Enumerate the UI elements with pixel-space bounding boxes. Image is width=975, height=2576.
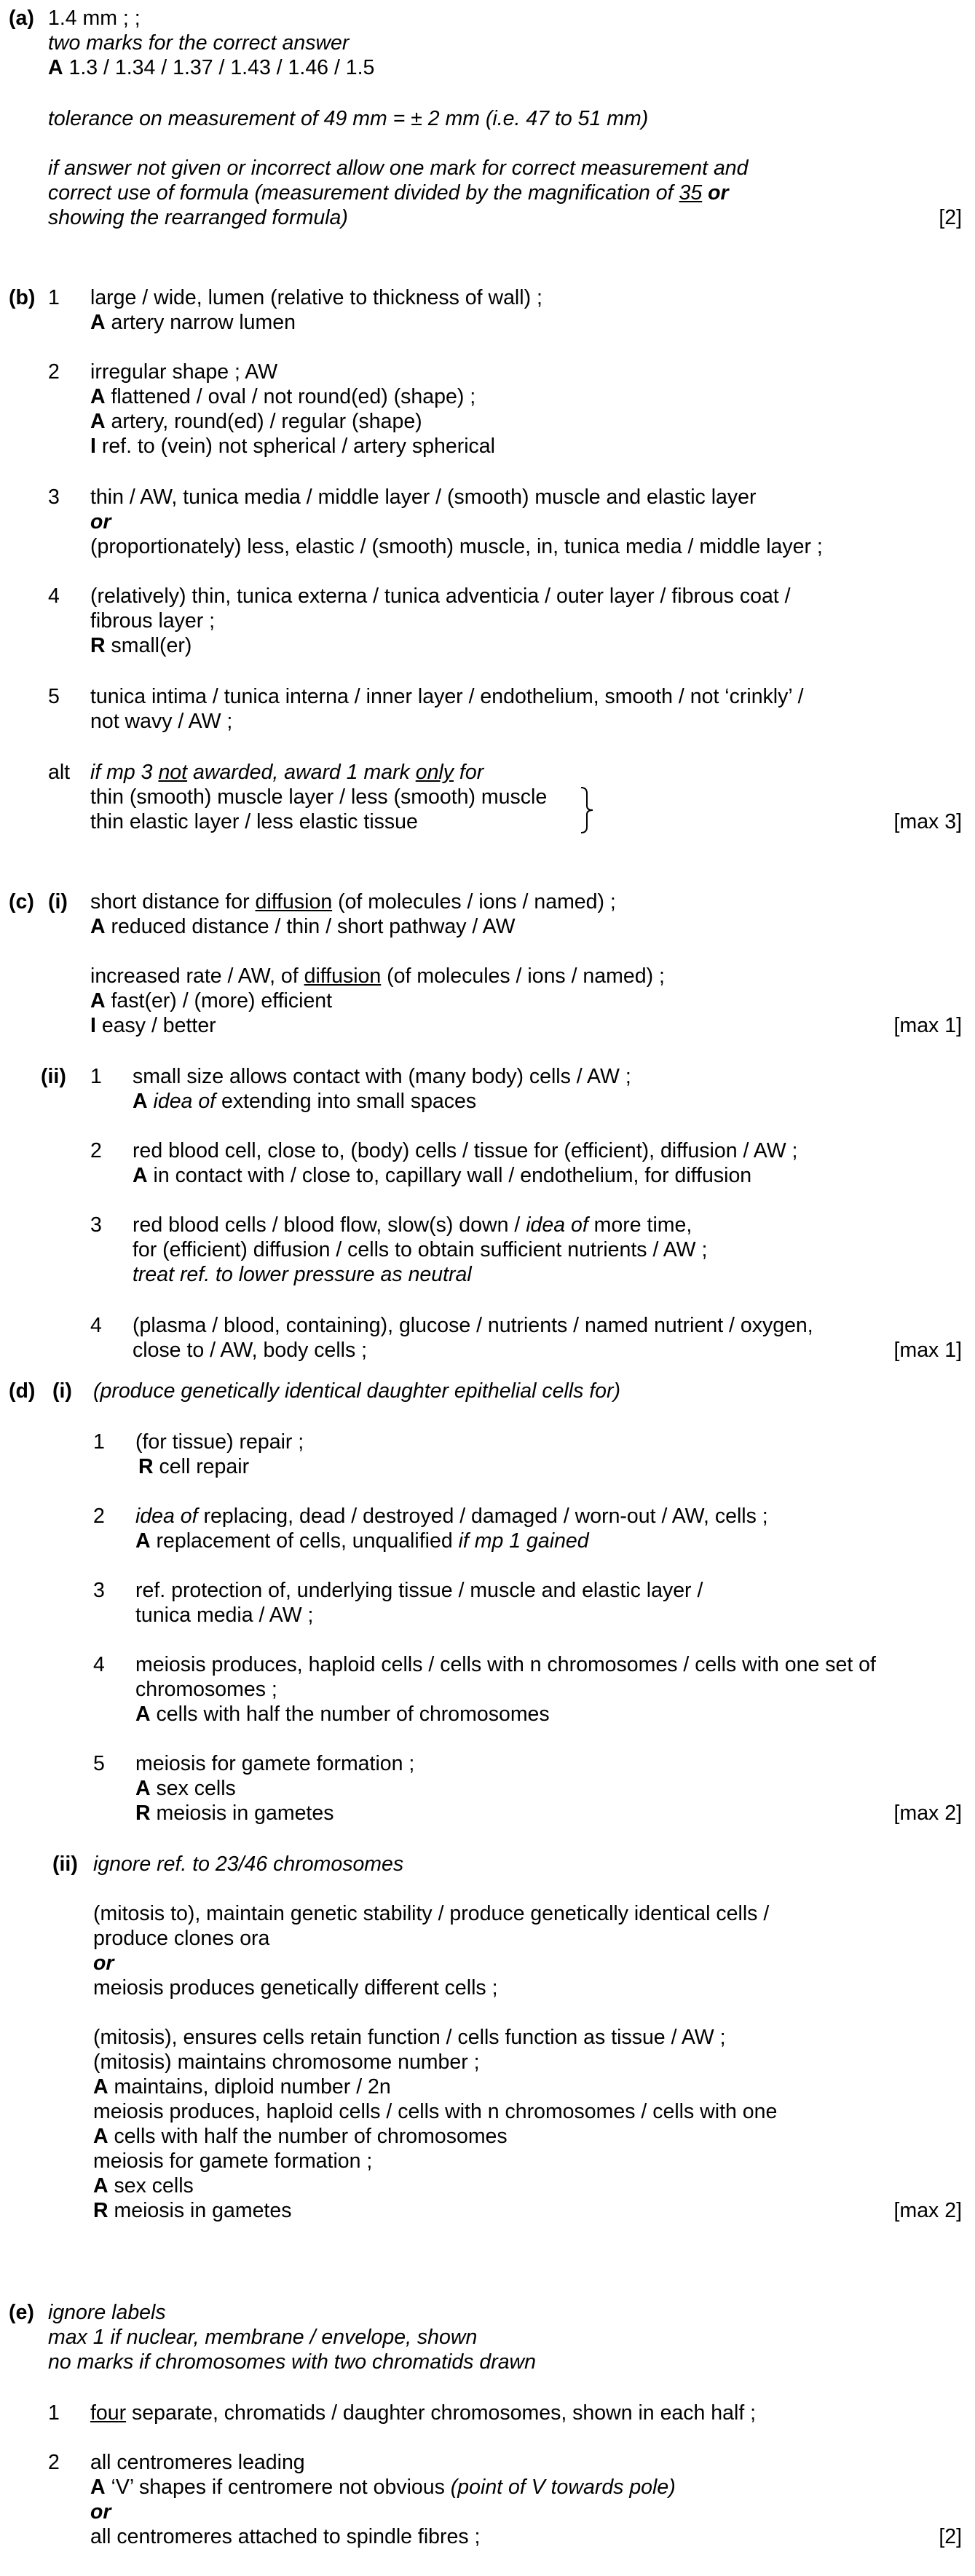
- point-number: 4: [48, 584, 60, 608]
- point-number: 1: [90, 1065, 102, 1088]
- mark-point: idea of replacing, dead / destroyed / damaged / worn-out / AW, cells ;: [135, 1505, 768, 1528]
- mark-point: close to / AW, body cells ;: [133, 1339, 368, 1362]
- mark-point: produce clones ora: [93, 1927, 270, 1950]
- point-number: 1: [93, 1430, 105, 1454]
- mark-point: A replacement of cells, unqualified if mp 1 gained: [135, 1529, 589, 1553]
- mark-point: (mitosis), ensures cells retain function / cells function as tissue / AW ;: [93, 2026, 726, 2049]
- mark-point: (relatively) thin, tunica externa / tunica adventicia / outer layer / fibrous coat /: [90, 584, 791, 608]
- mark-point: A sex cells: [93, 2174, 194, 2197]
- or-connector: or: [93, 1951, 114, 1975]
- mark-point: A sex cells: [135, 1777, 236, 1800]
- point-number: 4: [93, 1653, 105, 1676]
- part-d-i-intro: (produce genetically identical daughter epithelial cells for): [93, 1379, 620, 1403]
- mark-point: (plasma / blood, containing), glucose / nutrients / named nutrient / oxygen,: [133, 1314, 813, 1337]
- mark-point: A reduced distance / thin / short pathway / AW: [90, 915, 516, 938]
- mark-point: not wavy / AW ;: [90, 710, 233, 733]
- part-a-accept: A 1.3 / 1.34 / 1.37 / 1.43 / 1.46 / 1.5: [48, 56, 375, 79]
- mark-point: A idea of extending into small spaces: [133, 1090, 477, 1113]
- mark-point: R cell repair: [138, 1455, 250, 1478]
- mark-point: four separate, chromatids / daughter chromosomes, shown in each half ;: [90, 2401, 757, 2425]
- point-number: 2: [48, 2451, 60, 2474]
- mark-point: meiosis produces genetically different cells ;: [93, 1976, 498, 2000]
- mark-point: A cells with half the number of chromosomes: [93, 2125, 508, 2148]
- part-c-label: (c): [9, 890, 34, 914]
- part-a-guidance-1: if answer not given or incorrect allow one mark for correct measurement and: [48, 156, 749, 180]
- mark-point: fibrous layer ;: [90, 609, 216, 633]
- part-e-guidance: max 1 if nuclear, membrane / envelope, shown: [48, 2326, 478, 2349]
- part-a-marks: [2]: [939, 206, 962, 229]
- mark-point: for (efficient) diffusion / cells to obtain sufficient nutrients / AW ;: [133, 1238, 708, 1261]
- part-e-marks: [2]: [939, 2525, 962, 2548]
- mark-point: chromosomes ;: [135, 1678, 277, 1701]
- part-a-tolerance: tolerance on measurement of 49 mm = ± 2 mm (i.e. 47 to 51 mm): [48, 107, 649, 130]
- mark-point: tunica intima / tunica interna / inner layer / endothelium, smooth / not ‘crinkly’ /: [90, 685, 804, 708]
- mark-point: (proportionately) less, elastic / (smooth) muscle, in, tunica media / middle layer ;: [90, 535, 823, 558]
- point-number: 2: [90, 1139, 102, 1162]
- mark-point: (mitosis to), maintain genetic stability / produce genetically identical cells /: [93, 1902, 770, 1925]
- mark-point: A artery, round(ed) / regular (shape): [90, 410, 422, 433]
- part-b-marks: [max 3]: [893, 810, 962, 833]
- part-e-guidance: ignore labels: [48, 2301, 166, 2324]
- point-number: 1: [48, 286, 60, 309]
- mark-point: A cells with half the number of chromosomes: [135, 1703, 550, 1726]
- point-number: 2: [48, 360, 60, 384]
- point-number: 5: [93, 1752, 105, 1775]
- point-number: 3: [90, 1213, 102, 1237]
- part-a-note: two marks for the correct answer: [48, 31, 350, 55]
- mark-point: A artery narrow lumen: [90, 311, 296, 334]
- point-number: 3: [48, 486, 60, 509]
- mark-point: R small(er): [90, 634, 192, 657]
- mark-point: A fast(er) / (more) efficient: [90, 989, 333, 1012]
- point-number: 2: [93, 1505, 105, 1528]
- alt-point: thin (smooth) muscle layer / less (smooth) muscle: [90, 785, 548, 809]
- mark-point: tunica media / AW ;: [135, 1604, 314, 1627]
- mark-point: R meiosis in gametes: [93, 2199, 292, 2222]
- mark-point: meiosis produces, haploid cells / cells with n chromosomes / cells with one set of: [135, 1653, 876, 1676]
- alt-guidance: if mp 3 not awarded, award 1 mark only for: [90, 761, 484, 784]
- curly-brace-icon: [580, 786, 597, 834]
- mark-point: meiosis for gamete formation ;: [93, 2149, 373, 2173]
- mark-point: A ‘V’ shapes if centromere not obvious (point of V towards pole): [90, 2476, 676, 2499]
- mark-point: meiosis for gamete formation ;: [135, 1752, 415, 1775]
- mark-point: small size allows contact with (many body) cells / AW ;: [133, 1065, 631, 1088]
- mark-point: meiosis produces, haploid cells / cells with n chromosomes / cells with one: [93, 2100, 778, 2123]
- point-number: 3: [93, 1579, 105, 1602]
- part-e-guidance: no marks if chromosomes with two chromatids drawn: [48, 2350, 536, 2374]
- part-c-i-label: (i): [48, 890, 68, 914]
- mark-point: (mitosis) maintains chromosome number ;: [93, 2050, 480, 2074]
- part-a-guidance-3: showing the rearranged formula): [48, 206, 348, 229]
- mark-point: A flattened / oval / not round(ed) (shape) ;: [90, 385, 476, 408]
- part-e-label: (e): [9, 2301, 34, 2324]
- mark-guidance: treat ref. to lower pressure as neutral: [133, 1263, 472, 1286]
- mark-point: increased rate / AW, of diffusion (of molecules / ions / named) ;: [90, 964, 665, 988]
- mark-point: A maintains, diploid number / 2n: [93, 2075, 391, 2099]
- part-d-ii-intro: ignore ref. to 23/46 chromosomes: [93, 1852, 404, 1876]
- point-number: 4: [90, 1314, 102, 1337]
- part-c-ii-label: (ii): [41, 1065, 66, 1088]
- part-d-ii-marks: [max 2]: [893, 2199, 962, 2222]
- or-connector: or: [90, 2500, 111, 2524]
- mark-point: red blood cells / blood flow, slow(s) down / idea of more time,: [133, 1213, 692, 1237]
- alt-point: thin elastic layer / less elastic tissue: [90, 810, 418, 833]
- part-a-answer: 1.4 mm ; ;: [48, 7, 141, 30]
- mark-point: I easy / better: [90, 1014, 216, 1037]
- mark-point: short distance for diffusion (of molecules / ions / named) ;: [90, 890, 616, 914]
- part-c-ii-marks: [max 1]: [893, 1339, 962, 1362]
- mark-point: R meiosis in gametes: [135, 1802, 334, 1825]
- mark-point: all centromeres attached to spindle fibres ;: [90, 2525, 481, 2548]
- point-number: 5: [48, 685, 60, 708]
- part-d-i-label: (i): [52, 1379, 72, 1403]
- mark-point: irregular shape ; AW: [90, 360, 278, 384]
- mark-point: large / wide, lumen (relative to thickness of wall) ;: [90, 286, 542, 309]
- mark-point: red blood cell, close to, (body) cells / tissue for (efficient), diffusion / AW ;: [133, 1139, 798, 1162]
- mark-point: all centromeres leading: [90, 2451, 305, 2474]
- part-a-label: (a): [9, 7, 34, 30]
- alt-label: alt: [48, 761, 71, 784]
- part-d-i-marks: [max 2]: [893, 1802, 962, 1825]
- mark-point: thin / AW, tunica media / middle layer / (smooth) muscle and elastic layer: [90, 486, 757, 509]
- mark-point: I ref. to (vein) not spherical / artery spherical: [90, 435, 495, 458]
- part-d-label: (d): [9, 1379, 36, 1403]
- part-c-i-marks: [max 1]: [893, 1014, 962, 1037]
- part-d-ii-label: (ii): [52, 1852, 78, 1876]
- mark-point: A in contact with / close to, capillary wall / endothelium, for diffusion: [133, 1164, 752, 1187]
- mark-point: (for tissue) repair ;: [135, 1430, 304, 1454]
- part-a-guidance-2: correct use of formula (measurement divided by the magnification of 35 or: [48, 181, 729, 205]
- mark-point: ref. protection of, underlying tissue / muscle and elastic layer /: [135, 1579, 703, 1602]
- or-connector: or: [90, 510, 111, 534]
- point-number: 1: [48, 2401, 60, 2425]
- part-b-label: (b): [9, 286, 36, 309]
